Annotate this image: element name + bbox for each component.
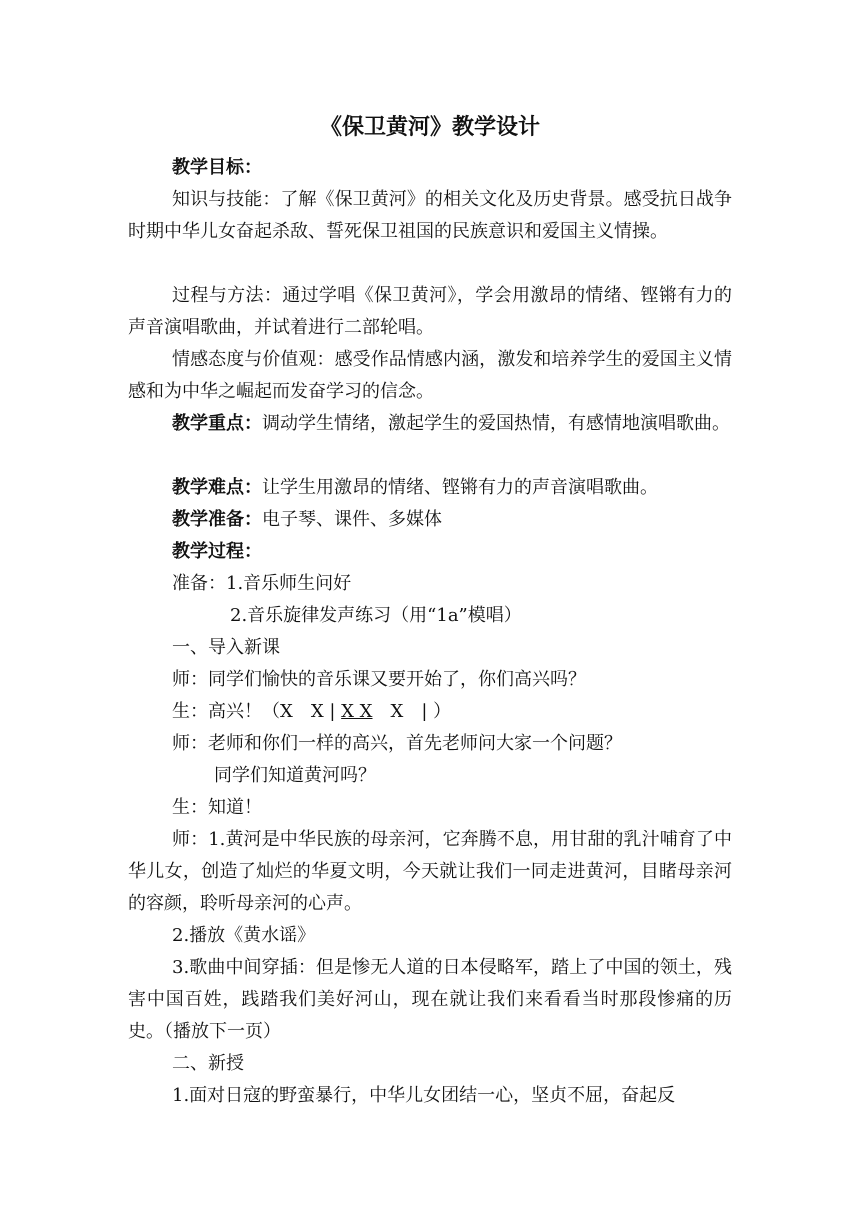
prep-line-2: 2.音乐旋律发声练习（用“1a”模唱）: [230, 605, 522, 626]
difficulty-text: 让学生用激昂的情绪、铿锵有力的声音演唱歌曲。: [262, 477, 658, 498]
student-line-2: 生：知道！: [172, 797, 262, 818]
knowledge-skills-paragraph: 知识与技能：了解《保卫黄河》的相关文化及历史背景。感受抗日战争时期中华儿女奋起杀敌、誓死保卫祖国的民族意识和爱国主义情操。: [128, 189, 732, 242]
student-line-1-underlined-rhythm: X X: [341, 701, 373, 722]
step-3-paragraph: 3.歌曲中间穿插：但是惨无人道的日本侵略军，踏上了中国的领土，残害中国百姓，践踏我们美好河山，现在就让我们来看看当时那段惨痛的历史。（播放下一页）: [128, 957, 732, 1042]
key-points-text: 调动学生情绪，激起学生的爱国热情，有感情地演唱歌曲。: [262, 413, 730, 434]
difficulty-label: 教学难点：: [172, 477, 262, 498]
teacher-line-3-paragraph: 师：1.黄河是中华民族的母亲河，它奔腾不息，用甘甜的乳汁哺育了中华儿女，创造了灿烂的华夏文明，今天就让我们一同走进黄河，目睹母亲河的容颜，聆听母亲河的心声。: [128, 829, 732, 914]
student-line-1-start: 生：高兴！（X X |: [172, 701, 342, 722]
teaching-goals-heading: 教学目标：: [172, 157, 262, 178]
teacher-line-1: 师：同学们愉快的音乐课又要开始了，你们高兴吗？: [172, 669, 586, 690]
key-points-paragraph: [128, 408, 732, 440]
teaching-process-heading: 教学过程：: [172, 541, 262, 562]
preparation-label: 教学准备：: [172, 509, 262, 530]
preparation-paragraph: [128, 504, 732, 536]
section-intro-heading: 一、导入新课: [172, 637, 280, 658]
emotion-values-paragraph: 情感态度与价值观：感受作品情感内涵，激发和培养学生的爱国主义情感和为中华之崛起而发奋学习的信念。: [128, 349, 732, 402]
new-lesson-line-1: 1.面对日寇的野蛮暴行，中华儿女团结一心，坚贞不屈，奋起反: [172, 1085, 676, 1106]
teacher-line-2-continued: 同学们知道黄河吗？: [214, 765, 376, 786]
section-new-heading: 二、新授: [172, 1053, 244, 1074]
document-title: 《保卫黄河》教学设计: [319, 115, 540, 140]
key-points-label: 教学重点：: [172, 413, 262, 434]
prep-line-1: 准备：1.音乐师生问好: [172, 573, 352, 594]
step-2-line: 2.播放《黄水谣》: [172, 925, 316, 946]
student-line-1-end: X | ）: [372, 701, 452, 722]
student-line-1: [128, 696, 732, 728]
process-method-paragraph: 过程与方法：通过学唱《保卫黄河》，学会用激昂的情绪、铿锵有力的声音演唱歌曲，并试着进行二部轮唱。: [128, 285, 732, 338]
difficulty-paragraph: [128, 472, 732, 504]
teacher-line-2: 师：老师和你们一样的高兴，首先老师问大家一个问题？: [172, 733, 622, 754]
preparation-text: 电子琴、课件、多媒体: [262, 509, 442, 530]
